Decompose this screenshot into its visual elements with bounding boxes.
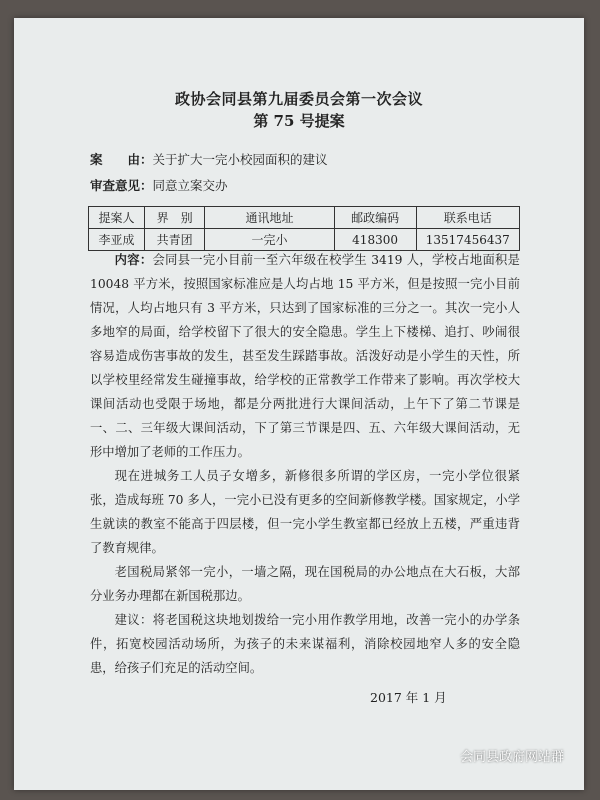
paragraph: 建议：将老国税这块地划拨给一完小用作教学用地，改善一完小的办学条件，拓宽校园活动场所，为孩子的未来谋福利，消除校园地窄人多的安全隐患，给孩子们充足的活动空间。: [90, 613, 520, 675]
table-header: 提案人: [89, 207, 145, 229]
table-cell: 共青团: [145, 229, 205, 251]
proposal-number: 第 75 号提案: [253, 112, 345, 130]
table-header-row: [89, 207, 520, 229]
table-cell: 一完小: [205, 229, 334, 251]
paragraph: 现在进城务工人员子女增多，新修很多所谓的学区房，一完小学位很紧张，造成每班 70 多人，一完小已没有更多的空间新修教学楼。国家规定，小学生就读的教室不能高于四层楼，但一完小学生教室都已经放上五楼，严重违背了教育规律。: [90, 469, 520, 555]
review-row: [90, 176, 228, 194]
document-date: 2017 年 1 月: [370, 690, 447, 705]
table-header: 界 别: [145, 207, 205, 229]
paragraph: 老国税局紧邻一完小，一墙之隔，现在国税局的办公地点在大石板，大部分业务办理都在新国税那边。: [90, 565, 520, 603]
subject-value: 关于扩大一完小校园面积的建议: [152, 152, 328, 167]
table-header: 通讯地址: [205, 207, 334, 229]
table-cell: 418300: [334, 229, 416, 251]
table-header: 联系电话: [416, 207, 519, 229]
subject-row: [90, 150, 328, 168]
paragraph: [90, 248, 520, 464]
proposer-table: [88, 206, 520, 251]
document-page: [14, 18, 584, 790]
watermark: 会同县政府网站群: [460, 750, 565, 765]
table-cell: 13517456437: [416, 229, 519, 251]
review-label: 审查意见：: [90, 178, 153, 193]
review-value: 同意立案交办: [152, 178, 228, 193]
content-label: 内容：: [114, 252, 153, 267]
document-title: 政协会同县第九届委员会第一次会议: [174, 90, 423, 108]
paragraph-text: 会同县一完小目前一至六年级在校学生 3419 人，学校占地面积是 10048 平方米，按照国家标准应是人均占地 15 平方米，但是按照一完小目前情况，人均占地只有 3 平方米，只达到了国家标准的三分之一。其次一完小人多地窄的局面，给学校留下了很大的安全隐患。学生上下楼梯、追打、吵闹很容易造成伤害事故的发生，甚至发生踩踏事故。活泼好动是小学生的天性，所以学校里经常发生碰撞事故，给学校的正常教学工作带来了影响。再次学校大课间活动也受限于场地，都是分两批进行大课间活动，上午下了第二节课是一、二、三年级大课间活动，下了第三节课是四、五、六年级大课间活动，无形中增加了老师的工作压力。: [90, 253, 520, 459]
subject-label: 案 由：: [90, 152, 153, 167]
table-cell: 李亚成: [89, 229, 145, 251]
table-header: 邮政编码: [334, 207, 416, 229]
proposal-content: [90, 248, 520, 680]
